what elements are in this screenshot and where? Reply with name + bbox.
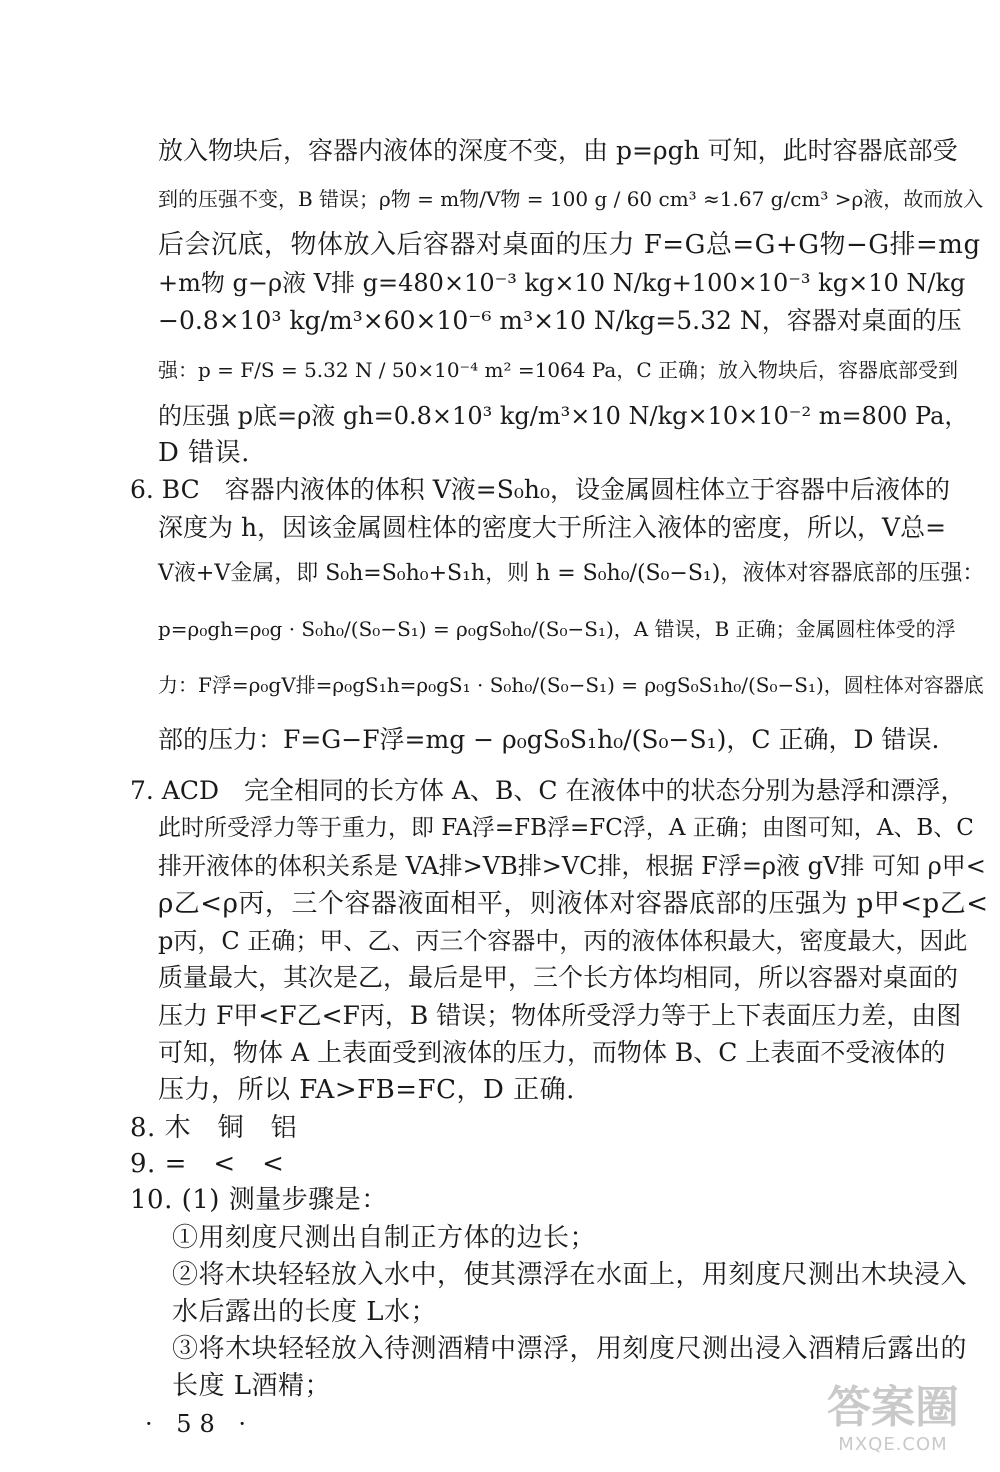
text-line: 力：F浮=ρ₀gV排=ρ₀gS₁h=ρ₀gS₁ · S₀h₀/(S₀−S₁) = ρ₀gS₀S₁h₀/(S₀−S₁)，圆柱体对容器底 [158, 673, 984, 697]
text-line: 部的压力：F=G−F浮=mg − ρ₀gS₀S₁h₀/(S₀−S₁)，C 正确，D 错误. [158, 725, 940, 754]
text-line: 排开液体的体积关系是 VA排>VB排>VC排，根据 F浮=ρ液 gV排 可知 ρ甲< [158, 852, 986, 880]
text-line: p=ρ₀gh=ρ₀g · S₀h₀/(S₀−S₁) = ρ₀gS₀h₀/(S₀−S₁)，A 错误，B 正确；金属圆柱体受的浮 [158, 617, 956, 641]
text-line: 后会沉底，物体放入后容器对桌面的压力 F=G总=G+G物−G排=mg [158, 230, 981, 260]
text-line: 的压强 p底=ρ液 gh=0.8×10³ kg/m³×10 N/kg×10×10⁻² m=800 Pa， [158, 402, 969, 430]
answer-8: 8. 木 铜 铝 [130, 1113, 298, 1143]
text-line: 此时所受浮力等于重力，即 FA浮=FB浮=FC浮，A 正确；由图可知，A、B、C [158, 815, 974, 841]
step-2: ②将木块轻轻放入水中，使其漂浮在水面上，用刻度尺测出木块浸入 [172, 1260, 968, 1290]
watermark-logo: 答案圈 [827, 1382, 959, 1433]
text-line: 水后露出的长度 L水； [172, 1297, 438, 1327]
text-line: 放入物块后，容器内液体的深度不变，由 p=ρgh 可知，此时容器底部受 [158, 136, 958, 165]
text-line: 到的压强不变，B 错误；ρ物 = m物/V物 = 100 g / 60 cm³ ≈1.67 g/cm³ >ρ液，故而放入 [158, 187, 984, 211]
text-line: 质量最大，其次是乙，最后是甲，三个长方体均相同，所以容器对桌面的 [158, 963, 959, 992]
step-1: ①用刻度尺测出自制正方体的边长； [172, 1223, 597, 1253]
watermark-url: MXQE.COM [838, 1434, 948, 1455]
step-3: ③将木块轻轻放入待测酒精中漂浮，用刻度尺测出浸入酒精后露出的 [172, 1334, 968, 1364]
answer-6: 6. BC 容器内液体的体积 V液=S₀h₀，设金属圆柱体立于容器中后液体的 [130, 475, 950, 504]
text-line: p丙，C 正确；甲、乙、丙三个容器中，丙的液体体积最大，密度最大，因此 [158, 927, 968, 955]
text-line: 长度 L酒精； [172, 1371, 332, 1401]
answer-9: 9. = < < [130, 1149, 285, 1179]
text-line: D 错误. [158, 438, 250, 468]
text-line: 压力，所以 FA>FB=FC，D 正确. [158, 1075, 575, 1105]
text-line: +m物 g−ρ液 V排 g=480×10⁻³ kg×10 N/kg+100×10⁻³ kg×10 N/kg [158, 269, 966, 297]
text-line: 压力 F甲<F乙<F丙，B 错误；物体所受浮力等于上下表面压力差，由图 [158, 1001, 962, 1030]
text-line: 深度为 h，因该金属圆柱体的密度大于所注入液体的密度，所以，V总= [158, 513, 947, 542]
answer-7: 7. ACD 完全相同的长方体 A、B、C 在液体中的状态分别为悬浮和漂浮， [130, 776, 966, 805]
text-line: 可知，物体 A 上表面受到液体的压力，而物体 B、C 上表面不受液体的 [158, 1038, 946, 1067]
text-line: ρ乙<ρ丙，三个容器液面相平，则液体对容器底部的压强为 p甲<p乙< [158, 889, 989, 919]
text-line: 强：p = F/S = 5.32 N / 50×10⁻⁴ m² =1064 Pa，C 正确；放入物块后，容器底部受到 [158, 358, 958, 382]
answer-10: 10. (1) 测量步骤是： [130, 1185, 388, 1215]
page-number: · 58 · [145, 1410, 255, 1438]
text-line: −0.8×10³ kg/m³×60×10⁻⁶ m³×10 N/kg=5.32 N，容器对桌面的压 [158, 306, 962, 335]
text-line: V液+V金属，即 S₀h=S₀h₀+S₁h，则 h = S₀h₀/(S₀−S₁)，液体对容器底部的压强： [158, 561, 985, 586]
watermark [808, 1382, 978, 1462]
